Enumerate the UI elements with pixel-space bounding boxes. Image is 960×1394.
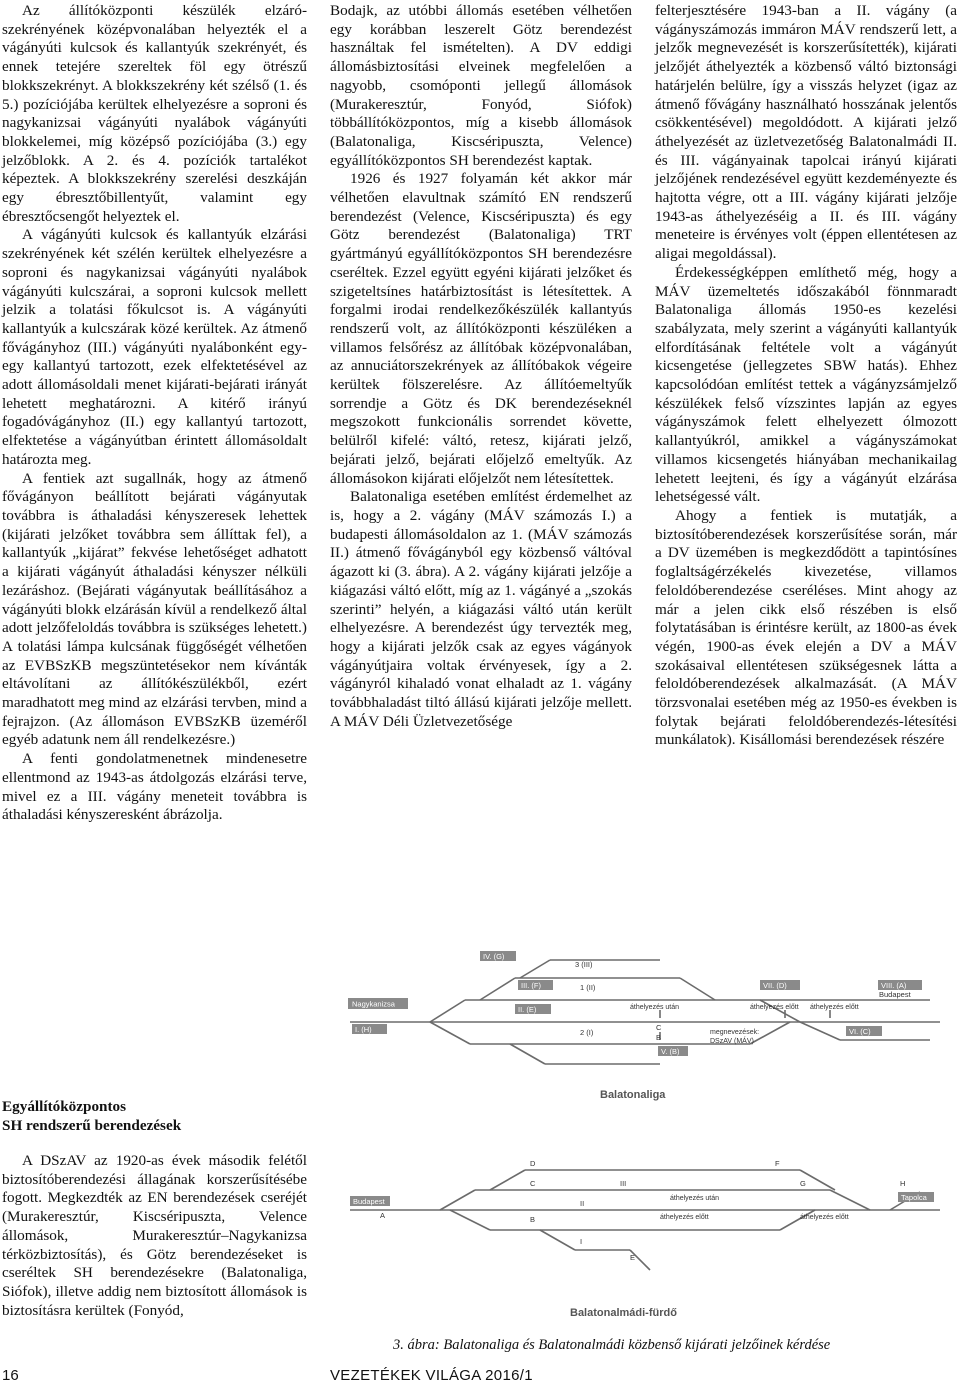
track-label: II <box>580 1199 585 1208</box>
station-name: Balatonaliga <box>600 1089 666 1101</box>
paragraph: A fenti gondolatmenetnek mindenesetre ellentmond az 1943-as átdolgozás elzárási terve, mivel ez a III. vágány meneteit továbbra is áthaladási kényszeresként ábrázolja. <box>2 750 307 824</box>
column-2 <box>330 2 632 731</box>
track-diagram-figure <box>330 940 960 1330</box>
track-label: 2 (I) <box>580 1028 594 1037</box>
track-line <box>440 1190 475 1210</box>
section-heading <box>2 1097 307 1135</box>
heading-line-2: SH rendszerű berendezések <box>2 1117 182 1134</box>
track-line <box>510 1044 545 1064</box>
track-label: G <box>800 1179 806 1188</box>
track-label: 1 (II) <box>580 983 596 992</box>
track-label: III <box>620 1179 627 1188</box>
diagram-balatonalmadi <box>350 1170 940 1270</box>
track-label: F <box>775 1159 780 1168</box>
station-direction-label: Nagykanizsa <box>352 999 395 1009</box>
legend-value: DSzAV (MÁV) <box>710 1038 754 1045</box>
track-label: C <box>530 1179 536 1188</box>
paragraph: 1926 és 1927 folyamán két akkor már vélhetően elavultnak számító EN rendszerű berendezést (Velence, Kiscséripuszta) és egy Götz berendezést (Balatonaliga) TRT gyártmányú egyállítóközpontos SH berendezésre cseréltek. Ezzel együtt egyéni kijárati jelzőket és szigeteltsínes határbiztosítást is létesítettek. A forgalmi irodai rendelkezőkészülék kallantyús rendszerű volt, az állítóközponti készüléken a villamos felsőrész az állítóbak középvonalában, az annuciátorszekrények az állítóbakok végeire kerültek fölszerelésre. Az állítóemeltyűk sorrendje a Götz és DK berendezéseknél megszokott funkcionális sorrendet követte, belülről kifelé: váltó, retesz, kijárati jelző, bejárati jelző, bejárati előjelző emeltyűk. Az állomásokon kijárati előjelzőt nem létesítettek. <box>330 170 632 487</box>
track-line <box>540 1230 575 1250</box>
track-label: 3 (III) <box>575 960 593 969</box>
track-label: H <box>900 1179 906 1188</box>
page-number: 16 <box>2 1367 19 1384</box>
track-label: II. (E) <box>518 1005 537 1014</box>
paragraph: felterjesztésére 1943-ban a II. vágány (a vágányszámozás immáron MÁV rendszerű lett, a jelzők megnevezését is korszerűsítették), kijárati jelzőjét áthelyezték a közbenső váltó biztonsági határjelén belülre, így a visszás helyzet (igaz az átmenő fővágány használható hosszának jelentős csökkentésével) megoldódott. A kijárati jelző áthelyezését az üzletvezetőség Balatonalmádi II. és III. vágányainak tapolcai irányú kijárati jelzőjének rendezésével együtt kezdeményezte és hajtotta végre, ott a III. vágány kijárati jelzője 1943-as áthelyezéséig a II. és III. vágány meneteire is érvényes volt (éppen ellentétesen az aligai megoldással). <box>655 2 957 263</box>
station-name: Balatonalmádi-fürdő <box>570 1307 677 1319</box>
track-label: E <box>630 1253 636 1262</box>
station-direction-label: Budapest <box>879 990 911 999</box>
paragraph: A fentiek azt sugallnák, hogy az átmenő fővágányon beállított bejárati vágányutak továbbra is áthaladási kényszeresek lehettek (kijárati jelzőket továbbra sem állíttak fel), a kallantyúk „kijárat” fekvése lehetőséget adhatott a kijárati vágányút áthaladási kényszer nélküli lezáráshoz. (Bejárati vágányutak beállításához a vágányúti blokk elzárásán kívül a rendelkező által adott jelzőfeloldás továbbra is szükséges lehetett.) A tolatási lámpa kulcsának függőségét vélhetően az EVBSzKB megszüntetésekor nem kívánták eltávolítani az állítókészülékből, ezért maradhatott meg mind az elzárási tervben, mind a fejrajzon. (Az állomáson EVBSzKB üzeméről egyéb adatunk nem áll rendelkezésre.) <box>2 469 307 749</box>
track-label: III. (F) <box>521 981 541 990</box>
track-line <box>680 978 715 1000</box>
track-line <box>430 1000 465 1022</box>
track-label: I <box>580 1237 583 1246</box>
annotation: áthelyezés után <box>670 1195 720 1202</box>
paragraph: Érdekességképpen említhető még, hogy a MÁV üzemeltetés időszakából fönnmaradt Balatonaliga állomás 1950-es kezelési szabályzata, mely szerint a vágányúti kallantyúk elfordításának feltétele volt a vágányút kicsengetése (jellegzetes SBW hatás). Ehhez kapcsolódóan említést tettek a vágányzsámjelző készülékek felső vízszintes lapján az egyes vágányszámok felett elhelyezett ólmozott kallantyúkról, amikkel a vágányszámokat villamos kicsengetés hiányában mechanikailag lehetett leejteni, és így a vágányút elzárása lehetségessé vált. <box>655 263 957 506</box>
track-line <box>450 1210 490 1230</box>
track-line <box>520 960 550 978</box>
track-label: D <box>530 1159 536 1168</box>
station-direction-label: Budapest <box>353 1197 385 1206</box>
track-line <box>830 1190 870 1210</box>
column-1 <box>2 2 307 825</box>
track-line <box>480 978 515 1000</box>
annotation: áthelyezés után <box>630 1004 680 1011</box>
paragraph: A DSzAV az 1920-as évek második felétől biztosítóberendezési állagának korszerűsítésébe fogott. Megkezdték az EN berendezések cseréjét (Murakeresztúr, Kiscséripuszta, Velence állomások, Murakeresztúr–Nagykanizsa térközbiztosítás), és Götz berendezéseket is cseréltek SH berendezésekre (Balatonaliga, Siófok), illetve addig nem biztosított állomások is biztosításra kerültek (Fonyód, <box>2 1152 307 1319</box>
track-label: A <box>380 1211 386 1220</box>
track-label: VI. (C) <box>849 1027 871 1036</box>
magazine-title: VEZETÉKEK VILÁGA 2016/1 <box>330 1367 533 1384</box>
station-direction-label: Tapolca <box>901 1193 927 1202</box>
signal-label: C <box>656 1023 662 1032</box>
track-label: V. (B) <box>661 1047 680 1056</box>
heading-line-1: Egyállítóközpontos <box>2 1098 127 1115</box>
track-label: IV. (G) <box>483 952 505 961</box>
annotation: áthelyezés előtt <box>810 1004 859 1011</box>
paragraph: Az állítóközponti készülék elzáró-szekrényének középvonalában helyezték el a vágányúti kulcsok és kallantyúk szekrényét, és ennek tetejére szereltek föl egy ötrészű blokkszekrényt. A blokkszekrény két szélső (1. és 5.) pozíciójába kerültek elhelyezésre a soproni és nagykanizsai vágányúti nyalábok vágányúti blokkelemei, míg középső pozíciójába (3.) egy jelzőblokk. A 2. és 4. pozíciók tartalékot képeztek. A blokkszekrény szerelési deszkáján egy ébresztőbillentyűt, valamint egy ébresztőcsengőt helyeztek el. <box>2 2 307 225</box>
track-label: I. (H) <box>355 1025 372 1034</box>
track-line <box>490 1170 525 1190</box>
paragraph: Ahogy a fentiek is mutatják, a biztosítóberendezések korszerűsítése során, már a DV üzemében is megkezdődött a tapintósínes foglaltságérzékelés kivezetése, villamos feloldóberendezése cseréléses. Mint ahogy az már a jelen cikk első részében is első folytatásában is érintésre került, az 1800-as évek végén, 1900-as évek elején a DV a MÁV szokásaival ellentétesen szükségesnek látta a feloldóberendezések alkalmazását. (A MÁV törzsvonalai esetében még az 1950-es években is folytak bejárati feloldóberendezés-létesítési munkálatok). Kisállomási berendezések részére <box>655 506 957 749</box>
paragraph: Bodajk, az utóbbi állomás esetében vélhetően egy korábban leszerelt Götz berendezést használtak fel ismételten). A DV eddigi állomásbiztosítási elveinek megfelelően a nagyobb, csomóponti jellegű állomások (Murakeresztúr, Fonyód, Siófok) többállítóközpontos, míg a kisebb állomások (Balatonaliga, Kiscséripuszta, Velence) egyállítóközpontos SH berendezést kaptak. <box>330 2 632 169</box>
figure-caption: 3. ábra: Balatonaliga és Balatonalmádi közbenső kijárati jelzőinek kérdése <box>393 1337 831 1353</box>
track-label: B <box>530 1215 536 1224</box>
column-1-lower <box>2 1152 307 1320</box>
track-label: VIII. (A) <box>881 981 907 990</box>
signal-label: B <box>656 1033 662 1042</box>
track-diagrams <box>330 940 960 1330</box>
paragraph: A vágányúti kulcsok és kallantyúk elzárási szekrényének két szélén kerültek elhelyezésre a soproni és nagykanizsai vágányúti nyalábok vágányúti kulcszárai, a soproni kulcsok mellett jelzik a tolatási főkulcsot is. A vágányúti kallantyúk a kulcszárak közé kerültek. Az átmenő fővágányhoz (III.) vágányúti nyalábonként egy-egy kallantyú tartozott, ezek elfektetésével az adott állomásoldali menet kijárati-bejárati irányát lehetett meghatározni. A kitérő irányú fogadóvágányhoz (II.) egy kallantyú tartozott, elfektetése a vágányútban érintett állomásoldalt határozta meg. <box>2 226 307 468</box>
annotation: áthelyezés előtt <box>800 1214 849 1221</box>
annotation: áthelyezés előtt <box>750 1004 799 1011</box>
annotation: áthelyezés előtt <box>660 1214 709 1221</box>
track-label: VII. (D) <box>763 981 787 990</box>
paragraph: Balatonaliga esetében említést érdemelhet az is, hogy a 2. vágány (MÁV számozás I.) a budapesti állomásoldalon az 1. (MÁV számozás II.) átmenő fővágányból egy közbenső váltóval ágazott ki (3. ábra). A 2. vágány kijárati jelzője a kiágazási váltó előtt, míg az 1. vágányé a „szokás szerinti” helyén, a kiágazási váltó után került elhelyezésre. A berendezést úgy tervezték meg, hogy a kijárati jelzők csak az egyes vágányok vágányútjaira voltak érvényesek, így a 2. vágányról kihaladó vonat elhaladt az 1. vágány továbbhaladást tiltó állású kijárati jelzője mellett. A MÁV Déli Üzletvezetősége <box>330 488 632 730</box>
column-3 <box>655 2 957 750</box>
track-line <box>800 1022 840 1040</box>
track-line <box>430 1022 470 1044</box>
legend-title: megnevezések: <box>710 1029 760 1036</box>
diagram-balatonaliga <box>350 960 940 1064</box>
